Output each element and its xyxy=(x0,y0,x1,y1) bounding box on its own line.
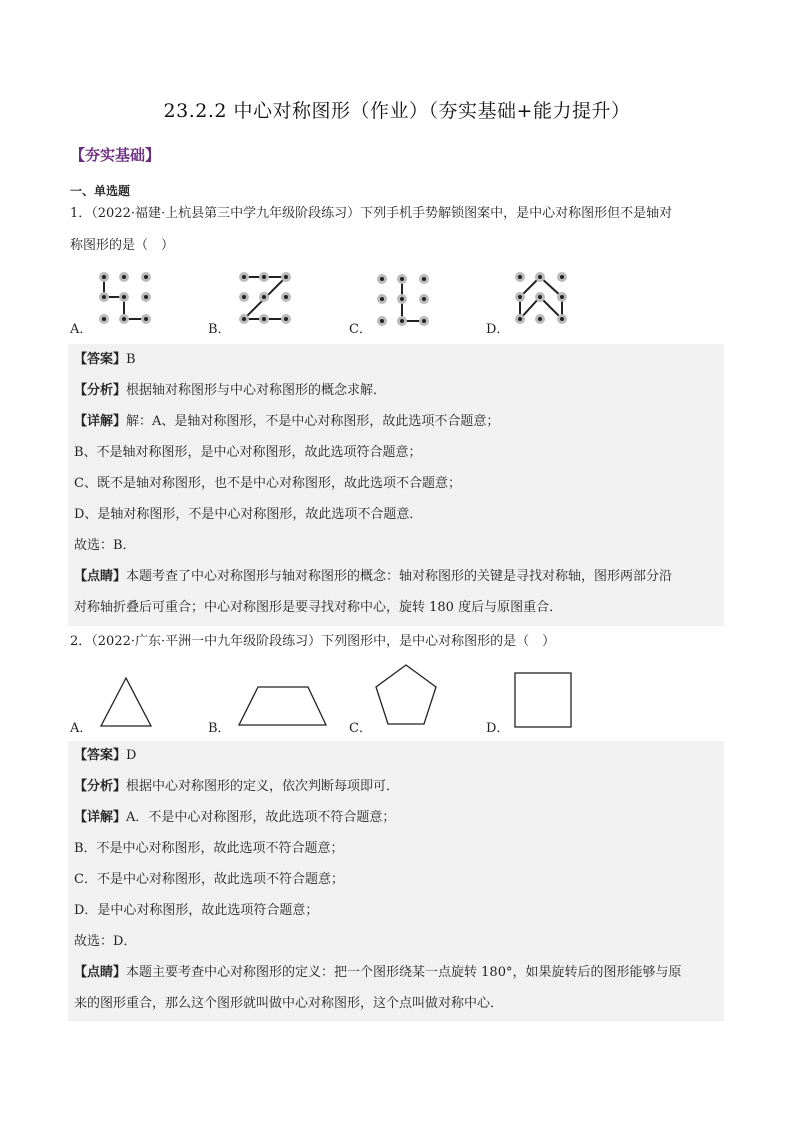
q1-analysis-line xyxy=(74,381,386,401)
q2-option-d-label: D． xyxy=(486,721,510,736)
q1-option-b-label: B． xyxy=(208,322,231,337)
q2-stem-line1: 2．（2022·广东·平洲一中九年级阶段练习）下列图形中，是中心对称图形的是（ ） xyxy=(70,634,556,649)
q2-comment-line1 xyxy=(74,963,681,983)
q2-option-b-label: B． xyxy=(208,721,231,736)
question-type-heading: 一、单选题 xyxy=(70,184,131,198)
q1-detail-line-d: D、是轴对称图形，不是中心对称图形，故此选项不合题意． xyxy=(74,507,423,522)
answer-tag: 【答案】 xyxy=(74,748,127,763)
q2-detail-line-d: D．是中心对称图形，故此选项符合题意； xyxy=(74,903,319,918)
q1-answer-line xyxy=(74,350,136,370)
detail-tag: 【详解】 xyxy=(74,414,127,429)
section-heading: 【夯实基础】 xyxy=(70,146,161,164)
q1-option-a-pattern xyxy=(92,268,156,330)
q2-answer-line xyxy=(74,746,136,766)
q1-answer-block xyxy=(68,344,724,626)
q1-detail-line-c: C、既不是轴对称图形，也不是中心对称图形，故此选项不合题意； xyxy=(74,476,461,491)
q1-option-a-label: A． xyxy=(70,322,93,337)
analysis-tag: 【分析】 xyxy=(74,779,127,794)
q2-comment-text: 本题主要考查中心对称图形的定义：把一个图形绕某一点旋转 180°，如果旋转后的图形能够与原 xyxy=(126,965,682,980)
q1-option-d-pattern xyxy=(508,268,572,330)
q1-stem-line2: 称图形的是（ ） xyxy=(70,238,175,253)
q2-option-a-triangle xyxy=(98,674,156,730)
answer-tag: 【答案】 xyxy=(74,352,127,367)
q2-option-c-label: C． xyxy=(349,721,372,736)
comment-tag: 【点睛】 xyxy=(74,569,127,584)
detail-tag: 【详解】 xyxy=(74,810,127,825)
q2-option-d-square xyxy=(512,670,574,730)
q1-comment-line1 xyxy=(74,567,672,587)
q2-analysis-text: 根据中心对称图形的定义，依次判断每项即可． xyxy=(126,779,400,794)
q1-analysis-text: 根据轴对称图形与中心对称图形的概念求解． xyxy=(126,383,387,398)
q1-comment-text: 本题考查了中心对称图形与轴对称图形的概念：轴对称图形的关键是寻找对称轴，图形两部分沿 xyxy=(126,569,673,584)
q2-answer-block xyxy=(68,741,724,1021)
analysis-tag: 【分析】 xyxy=(74,383,127,398)
comment-tag: 【点睛】 xyxy=(74,965,127,980)
q2-detail-line-b: B．不是中心对称图形，故此选项不符合题意； xyxy=(74,841,344,856)
q2-detail-line-c: C．不是中心对称图形，故此选项不符合题意； xyxy=(74,872,344,887)
q2-conclusion-line: 故选：D． xyxy=(74,934,137,949)
q2-detail-line xyxy=(74,808,395,828)
q1-detail-line xyxy=(74,412,499,432)
q2-analysis-line xyxy=(74,777,399,797)
q1-option-d-label: D． xyxy=(486,322,510,337)
q1-answer-value: B xyxy=(126,352,136,367)
page-title: 23.2.2 中心对称图形（作业）（夯实基础+能力提升） xyxy=(163,100,631,122)
q1-comment-line2: 对称轴折叠后可重合；中心对称图形是要寻找对称中心，旋转 180 度后与原图重合． xyxy=(74,600,563,615)
q2-detail-text: A．不是中心对称图形，故此选项不符合题意； xyxy=(126,810,396,825)
q1-option-b-pattern xyxy=(232,268,296,330)
q1-detail-text: 解：A、是轴对称图形，不是中心对称图形，故此选项不合题意； xyxy=(126,414,500,429)
q1-option-c-label: C． xyxy=(349,322,372,337)
q2-answer-value: D xyxy=(126,748,137,763)
q1-conclusion-line: 故选：B． xyxy=(74,538,136,553)
q1-detail-line-b: B、不是轴对称图形，是中心对称图形，故此选项符合题意； xyxy=(74,445,422,460)
q2-option-a-label: A． xyxy=(70,721,93,736)
q1-stem-line1: 1．（2022·福建·上杭县第三中学九年级阶段练习）下列手机手势解锁图案中，是中心对称图形但不是轴对 xyxy=(70,206,673,221)
q1-option-c-pattern xyxy=(370,270,434,332)
q2-option-b-trapezoid xyxy=(236,684,330,730)
q2-option-c-pentagon xyxy=(373,662,439,728)
q2-comment-line2: 来的图形重合，那么这个图形就叫做中心对称图形，这个点叫做对称中心． xyxy=(74,996,504,1011)
